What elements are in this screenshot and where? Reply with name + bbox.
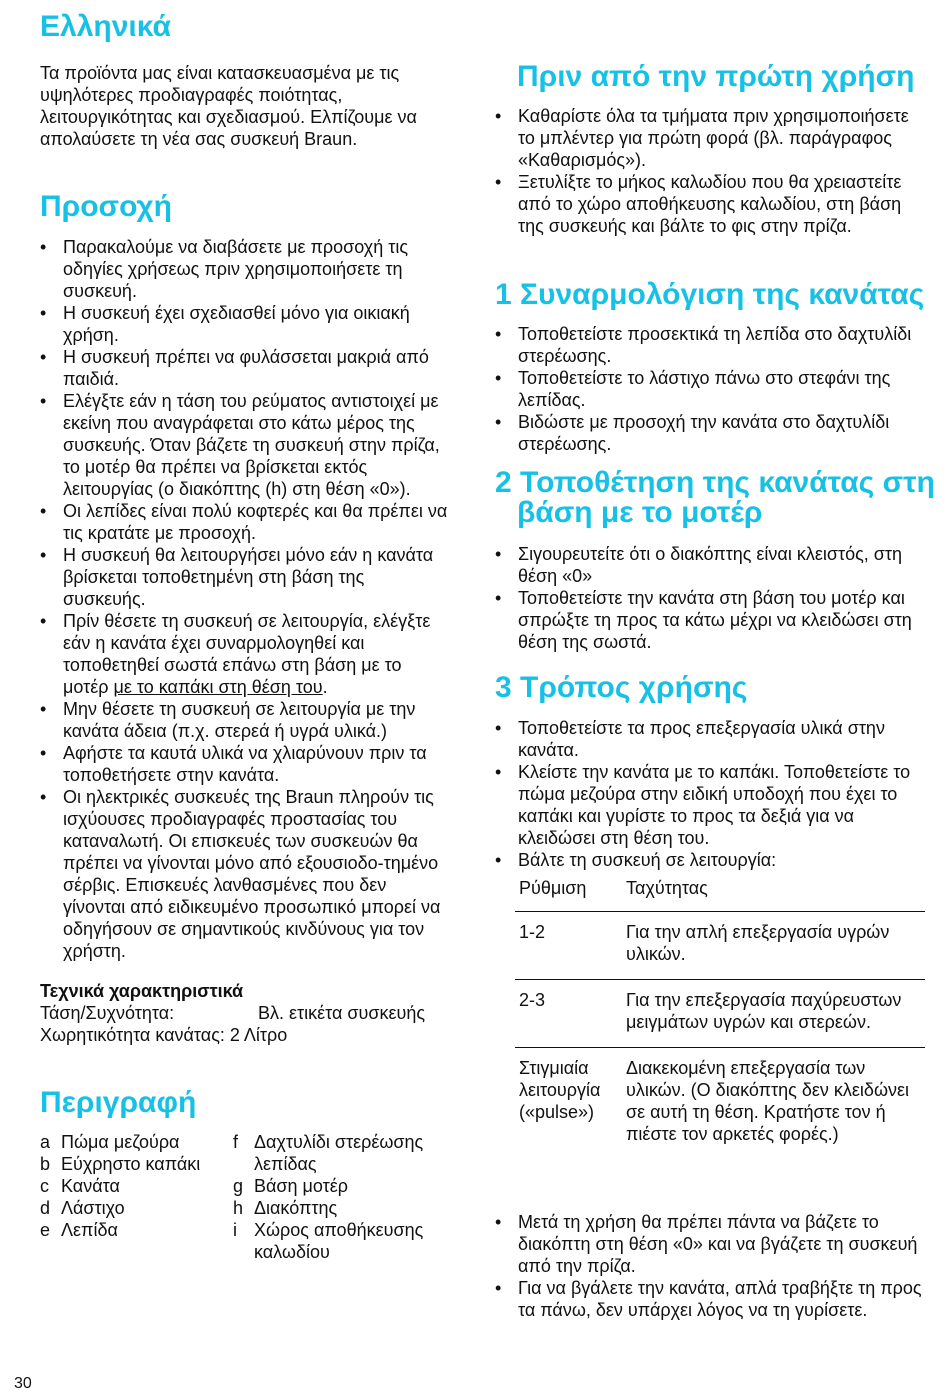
item-text: Χώρος αποθήκευσης καλωδίου bbox=[254, 1220, 424, 1262]
specs-value: Βλ. ετικέτα συσκευής bbox=[258, 1003, 426, 1023]
item-letter: e bbox=[40, 1220, 51, 1240]
list-item: • Τοποθετείστε την κανάτα στη βάση του μοτέρ και σπρώξτε τη προς τα κάτω μέχρι να κλειδώσει στη θέση της σωστά. bbox=[495, 587, 930, 653]
table-cell-speed: Για την επεξεργασία παχύρευστων μειγμάτων υγρών και στερεών. bbox=[626, 990, 902, 1032]
table-row bbox=[515, 912, 925, 979]
list-item: • Ξετυλίξτε το μήκος καλωδίου που θα χρειαστείτε από το χώρο αποθήκευσης καλωδίου, στη βάση της συσκευής και βάλτε το φις στην πρίζα. bbox=[495, 171, 923, 237]
list-item: • Καθαρίστε όλα τα τμήματα πριν χρησιμοποιήσετε το μπλέντερ για πρώτη φορά (βλ. παράγραφος «Καθαρισμός»). bbox=[495, 105, 923, 171]
list-item: • Σιγουρευτείτε ότι ο διακόπτης είναι κλειστός, στη θέση «0» bbox=[495, 543, 930, 587]
table-cell-setting: 2-3 bbox=[519, 990, 546, 1010]
assembly-title: 1 Συναρμολόγιση της κανάτας bbox=[495, 278, 925, 311]
description-column-left bbox=[40, 1131, 233, 1263]
table-cell-setting: 1-2 bbox=[519, 922, 546, 942]
underlined-text: με το καπάκι στη θέση του bbox=[113, 677, 323, 697]
description-list bbox=[40, 1131, 460, 1263]
specs-label: Τάση/Συχνότητα: bbox=[40, 1003, 175, 1023]
item-text: Διακόπτης bbox=[254, 1198, 338, 1218]
list-item: • Για να βγάλετε την κανάτα, απλά τραβήξτε τη προς τα πάνω, δεν υπάρχει λόγος να τη γυρίσετε. bbox=[495, 1277, 923, 1321]
list-item: • Η συσκευή έχει σχεδιασθεί μόνο για οικιακή χρήση. bbox=[40, 302, 450, 346]
description-item bbox=[233, 1219, 453, 1263]
description-item bbox=[40, 1153, 233, 1175]
item-letter: a bbox=[40, 1132, 51, 1152]
first-use-title: Πριν από την πρώτη χρήση bbox=[517, 60, 915, 93]
item-text: Πώμα μεζούρα bbox=[61, 1132, 180, 1152]
specs-row: Χωρητικότητα κανάτας: 2 Λίτρο bbox=[40, 1025, 288, 1045]
list-item-end: . bbox=[322, 677, 328, 697]
item-letter: c bbox=[40, 1176, 49, 1196]
placement-list bbox=[495, 543, 930, 653]
item-letter: h bbox=[233, 1198, 244, 1218]
table-cell-setting: Στιγμιαία λειτουργία («pulse») bbox=[519, 1058, 601, 1122]
intro-paragraph: Τα προϊόντα μας είναι κατασκευασμένα με τις υψηλότερες προδιαγραφές ποιότητας, λειτουργικότητας και σχεδιασμού. Ελπίζουμε να απολαύσετε τη νέα σας συσκευή Braun. bbox=[40, 63, 417, 149]
specs-row bbox=[40, 1002, 460, 1024]
placement-title-line2: βάση με το μοτέρ bbox=[517, 496, 763, 529]
list-item: • Τοποθετείστε προσεκτικά τη λεπίδα στο δαχτυλίδι στερέωσης. bbox=[495, 323, 923, 367]
description-item bbox=[233, 1175, 453, 1197]
description-item bbox=[40, 1131, 233, 1153]
table-header-speed: Ταχύτητας bbox=[626, 878, 708, 898]
after-use-list bbox=[495, 1211, 923, 1321]
item-letter: d bbox=[40, 1198, 51, 1218]
description-item bbox=[40, 1175, 233, 1197]
caution-title: Προσοχή bbox=[40, 190, 172, 223]
usage-title: 3 Τρόπος χρήσης bbox=[495, 671, 748, 704]
list-item: • Αφήστε τα καυτά υλικά να χλιαρύνουν πριν τα τοποθετήσετε στην κανάτα. bbox=[40, 742, 450, 786]
table-row bbox=[515, 1048, 925, 1145]
list-item: • Η συσκευή θα λειτουργήσει μόνο εάν η κανάτα βρίσκεται τοποθετημένη στη βάση της συσκευής. bbox=[40, 544, 450, 610]
list-item: • Τοποθετείστε τα προς επεξεργασία υλικά στην κανάτα. bbox=[495, 717, 930, 761]
table-header-setting: Ρύθμιση bbox=[519, 878, 587, 898]
item-text: Βάση μοτέρ bbox=[254, 1176, 349, 1196]
list-item: • Κλείστε την κανάτα με το καπάκι. Τοποθετείστε το πώμα μεζούρα στην ειδική υποδοχή που έχει το καπάκι και γυρίστε το προς τα δεξιά για να κλειδώσει στη θέση του. bbox=[495, 761, 930, 849]
list-item bbox=[40, 610, 450, 698]
speed-table bbox=[515, 877, 925, 1145]
assembly-list bbox=[495, 323, 923, 455]
technical-specs bbox=[40, 980, 460, 1046]
item-letter: g bbox=[233, 1176, 244, 1196]
table-cell-speed: Διακεκομένη επεξεργασία των υλικών. (Ο διακόπτης δεν κλειδώνει σε αυτή τη θέση. Κρατήστε τον ή πιέστε τον αρκετές φορές.) bbox=[626, 1058, 910, 1144]
first-use-list bbox=[495, 105, 923, 237]
language-title: Ελληνικά bbox=[40, 10, 171, 43]
description-title: Περιγραφή bbox=[40, 1086, 197, 1119]
list-item: • Ελέγξτε εάν η τάση του ρεύματος αντιστοιχεί με εκείνη που αναγράφεται στο κάτω μέρος της συσκευής. Όταν βάζετε τη συσκευή στην πρίζα, το μοτέρ θα πρέπει να βρίσκεται εκτός λειτουργίας (ο διακόπτης (h) στη θέση «0»). bbox=[40, 390, 450, 500]
caution-list bbox=[40, 236, 450, 962]
item-text: Δαχτυλίδι στερέωσης λεπίδας bbox=[254, 1132, 424, 1174]
item-text: Κανάτα bbox=[61, 1176, 120, 1196]
item-letter: f bbox=[233, 1132, 239, 1152]
page-number: 30 bbox=[14, 1375, 32, 1392]
item-text: Εύχρηστο καπάκι bbox=[61, 1154, 201, 1174]
list-item: • Οι ηλεκτρικές συσκευές της Braun πληρούν τις ισχύουσες προδιαγραφές προστασίας του καταναλωτή. Οι επισκευές των συσκευών θα πρέπει να γίνονται μόνο από εξουσιοδο-τημένο σέρβις. Επισκευές λανθασμένες που δεν γίνονται από ειδικευμένο προσωπικό μπορεί να οδηγήσουν σε σημαντικούς κινδύνους για τον χρήστη. bbox=[40, 786, 450, 962]
description-item bbox=[233, 1197, 453, 1219]
table-row bbox=[515, 980, 925, 1047]
list-item: • Βιδώστε με προσοχή την κανάτα στο δαχτυλίδι στερέωσης. bbox=[495, 411, 923, 455]
list-item: • Παρακαλούμε να διαβάσετε με προσοχή τις οδηγίες χρήσεως πριν χρησιμοποιήσετε τη συσκευή. bbox=[40, 236, 450, 302]
description-item bbox=[233, 1131, 453, 1175]
table-header bbox=[515, 877, 925, 911]
list-item: • Τοποθετείστε το λάστιχο πάνω στο στεφάνι της λεπίδας. bbox=[495, 367, 923, 411]
item-text: Λεπίδα bbox=[61, 1220, 118, 1240]
description-column-right bbox=[233, 1131, 453, 1263]
specs-title: Τεχνικά χαρακτηριστικά bbox=[40, 981, 244, 1001]
placement-title-line1: 2 Τοποθέτηση της κανάτας στη bbox=[495, 466, 935, 499]
list-item: • Μετά τη χρήση θα πρέπει πάντα να βάζετε το διακόπτη στη θέση «0» και να βγάζετε τη συσκευή από την πρίζα. bbox=[495, 1211, 923, 1277]
list-item: • Βάλτε τη συσκευή σε λειτουργία: bbox=[495, 849, 930, 871]
list-item: • Οι λεπίδες είναι πολύ κοφτερές και θα πρέπει να τις κρατάτε με προσοχή. bbox=[40, 500, 450, 544]
item-letter: b bbox=[40, 1154, 51, 1174]
table-cell-speed: Για την απλή επεξεργασία υγρών υλικών. bbox=[626, 922, 890, 964]
list-item: • Μην θέσετε τη συσκευή σε λειτουργία με την κανάτα άδεια (π.χ. στερεά ή υγρά υλικά.) bbox=[40, 698, 450, 742]
item-letter: i bbox=[233, 1220, 237, 1240]
description-item bbox=[40, 1219, 233, 1241]
description-item bbox=[40, 1197, 233, 1219]
list-item-text: Πρίν θέσετε τη συσκευή σε λειτουργία, ελέγξτε εάν η κανάτα έχει συναρμολογηθεί και τοποθετηθεί σωστά επάνω στη βάση με το μοτέρ bbox=[63, 611, 431, 697]
usage-list bbox=[495, 717, 930, 871]
item-text: Λάστιχο bbox=[61, 1198, 125, 1218]
list-item: • Η συσκευή πρέπει να φυλάσσεται μακριά από παιδιά. bbox=[40, 346, 450, 390]
